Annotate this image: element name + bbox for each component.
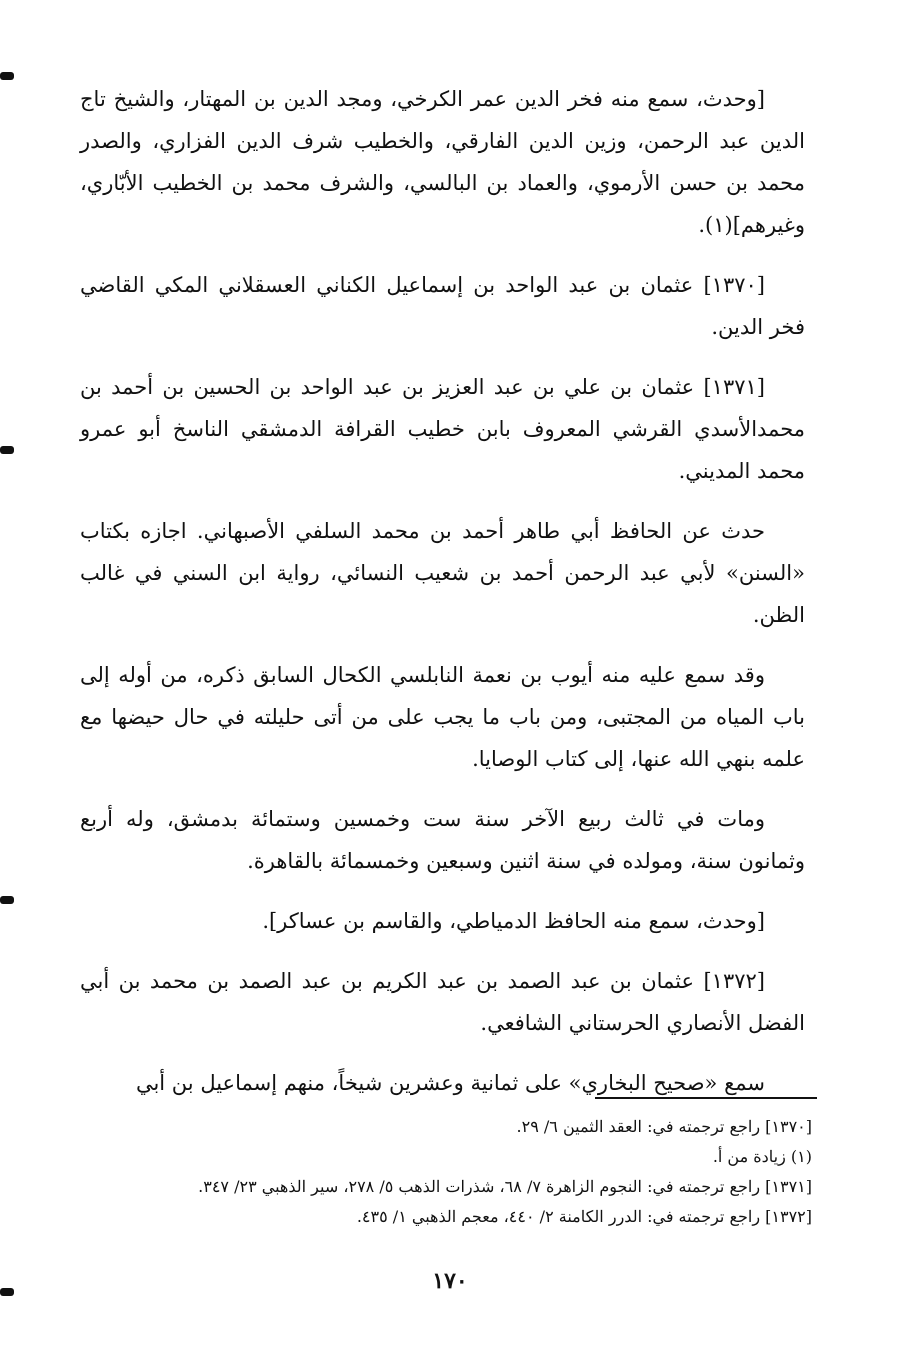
footnote-1: (١) زيادة من أ. bbox=[712, 1147, 812, 1166]
footnote-1370: [١٣٧٠] راجع ترجمته في: العقد الثمين ٦/ ٢٩. bbox=[516, 1117, 812, 1136]
page-number: ١٧٠ bbox=[432, 1268, 468, 1294]
paragraph-sahih-bukhari: سمع «صحيح البخاري» على ثمانية وعشرين شيخاً، منهم إسماعيل بن أبي bbox=[135, 1071, 765, 1095]
footnote-divider bbox=[595, 1097, 817, 1099]
footnote-1371: [١٣٧١] راجع ترجمته في: النجوم الزاهرة ٧/ ٦٨، شذرات الذهب ٥/ ٢٧٨، سير الذهبي ٢٣/ ٣٤٧. bbox=[198, 1177, 812, 1196]
paragraph-audition-note: وقد سمع عليه منه أيوب بن نعمة النابلسي الكحال السابق ذكره، من أوله إلى باب المياه من المجتبى، ومن باب ما يجب على من أتى حليلته في حال حيضها مع علمه بنهي الله عنها، إلى كتاب الوصايا. bbox=[80, 663, 805, 771]
scan-mark bbox=[0, 446, 14, 454]
paragraph-hadith-narration: حدث عن الحافظ أبي طاهر أحمد بن محمد السلفي الأصبهاني. اجازه بكتاب «السنن» لأبي عبد الرحمن أحمد بن شعيب النسائي، رواية ابن السني في غالب الظن. bbox=[80, 519, 805, 627]
paragraph-narrators: [وحدث، سمع منه الحافظ الدمياطي، والقاسم بن عساكر]. bbox=[262, 909, 765, 933]
scan-mark bbox=[0, 1288, 14, 1296]
paragraph-entry-1371: [١٣٧١] عثمان بن علي بن عبد العزيز بن عبد الواحد بن الحسين بن أحمد بن محمدالأسدي القرشي المعروف بابن خطيب القرافة الدمشقي الناسخ أبو عمرو محمد المديني. bbox=[80, 375, 805, 483]
scan-mark bbox=[0, 72, 14, 80]
paragraph-entry-1372: [١٣٧٢] عثمان بن عبد الصمد بن عبد الكريم بن عبد الصمد بن محمد بن أبي الفضل الأنصاري الحرستاني الشافعي. bbox=[80, 969, 805, 1035]
paragraph-death-note: ومات في ثالث ربيع الآخر سنة ست وخمسين وستمائة بدمشق، وله أربع وثمانون سنة، ومولده في سنة اثنين وسبعين وخمسمائة بالقاهرة. bbox=[80, 807, 805, 873]
footnote-1372: [١٣٧٢] راجع ترجمته في: الدرر الكامنة ٢/ ٤٤٠، معجم الذهبي ١/ ٤٣٥. bbox=[356, 1207, 812, 1226]
page-body bbox=[80, 78, 805, 1122]
footnotes bbox=[80, 1112, 812, 1232]
paragraph-entry-1370: [١٣٧٠] عثمان بن عبد الواحد بن إسماعيل الكناني العسقلاني المكي القاضي فخر الدين. bbox=[80, 273, 805, 339]
scan-mark bbox=[0, 896, 14, 904]
paragraph-continued-narration: [وحدث، سمع منه فخر الدين عمر الكرخي، ومجد الدين بن المهتار، والشيخ تاج الدين عبد الرحمن، وزين الدين الفارقي، والخطيب شرف الدين الفزاري، والصدر محمد بن حسن الأرموي، والعماد بن البالسي، والشرف محمد بن الخطيب الأبّاري، وغيرهم](١). bbox=[80, 87, 805, 237]
